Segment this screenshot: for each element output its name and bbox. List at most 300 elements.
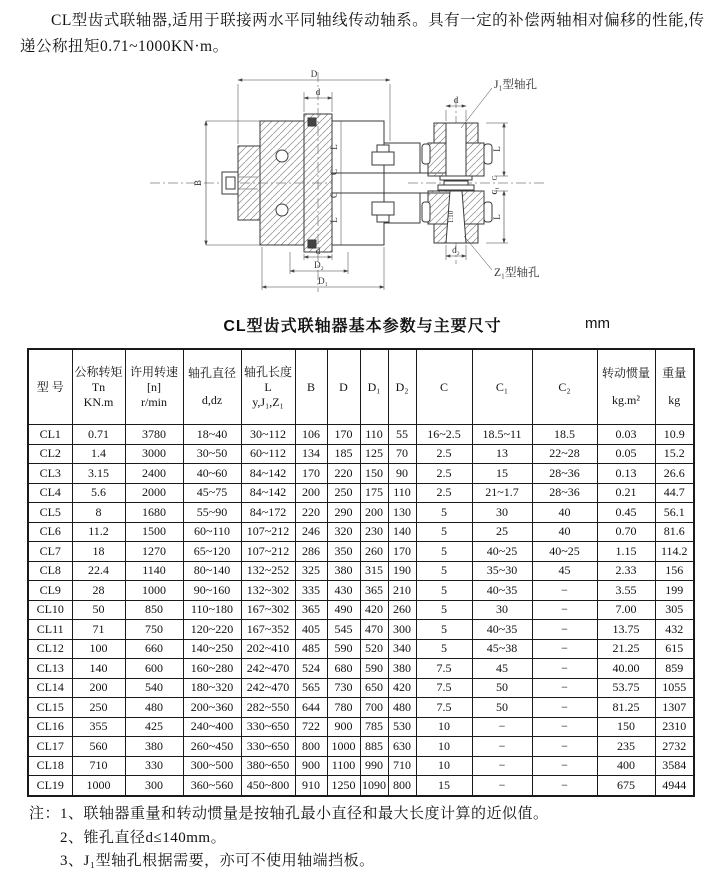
table-cell: 450~800 — [241, 776, 295, 796]
dim-label-d-top: d — [315, 87, 321, 97]
table-cell: 107~212 — [241, 542, 295, 562]
table-cell: 5.6 — [72, 483, 125, 503]
table-cell: 50 — [472, 698, 532, 718]
table-cell: 8 — [72, 503, 125, 523]
table-cell: 200 — [295, 483, 327, 503]
table-cell: 18.5~11 — [472, 425, 532, 445]
table-cell: CL8 — [28, 561, 72, 581]
col-torque: 公称转矩 Tn KN.m — [72, 349, 125, 425]
table-cell: 300 — [388, 620, 416, 640]
table-cell: 1.4 — [72, 444, 125, 464]
table-cell: 5 — [416, 503, 472, 523]
unit-label: mm — [585, 315, 610, 332]
table-cell: 0.21 — [597, 483, 655, 503]
col-speed: 许用转速 [n] r/min — [125, 349, 183, 425]
dim-label-C-right: C — [491, 175, 499, 181]
table-cell: − — [472, 776, 532, 796]
table-cell: 420 — [388, 678, 416, 698]
table-cell: 1500 — [125, 522, 183, 542]
table-cell: 520 — [360, 639, 388, 659]
table-cell: 320 — [327, 522, 360, 542]
table-cell: − — [532, 776, 597, 796]
table-cell: 680 — [327, 659, 360, 679]
note-item-3: 3、J₁型轴孔根据需要，亦可不使用轴端挡板。 — [60, 853, 375, 869]
table-row — [28, 483, 694, 503]
table-cell: 250 — [327, 483, 360, 503]
coupling-drawing — [0, 64, 725, 304]
table-cell: 5 — [416, 542, 472, 562]
table-cell: 110 — [388, 483, 416, 503]
table-cell: 1.15 — [597, 542, 655, 562]
table-cell: 7.00 — [597, 600, 655, 620]
table-row — [28, 561, 694, 581]
table-cell: 660 — [125, 639, 183, 659]
table-cell: 114.2 — [655, 542, 694, 562]
table-cell: 100 — [72, 639, 125, 659]
dim-label-d2: d₂ — [452, 245, 460, 255]
table-cell: 18~40 — [183, 425, 241, 445]
table-cell: 5 — [416, 639, 472, 659]
table-cell: CL9 — [28, 581, 72, 601]
table-cell: 524 — [295, 659, 327, 679]
table-cell: CL7 — [28, 542, 72, 562]
table-cell: 200 — [360, 503, 388, 523]
table-cell: 167~352 — [241, 620, 295, 640]
table-row — [28, 776, 694, 796]
table-cell: 3000 — [125, 444, 183, 464]
table-cell: 18 — [72, 542, 125, 562]
table-cell: 2.33 — [597, 561, 655, 581]
table-cell: 5 — [416, 581, 472, 601]
table-cell: 190 — [388, 561, 416, 581]
table-cell: 4944 — [655, 776, 694, 796]
notes — [29, 803, 549, 874]
table-cell: 156 — [655, 561, 694, 581]
note-prefix: 注： — [29, 806, 61, 822]
table-cell: 340 — [388, 639, 416, 659]
table-cell: 150 — [360, 464, 388, 484]
table-cell: 330~650 — [241, 717, 295, 737]
table-row — [28, 542, 694, 562]
table-cell: 200 — [72, 678, 125, 698]
table-cell: 10.9 — [655, 425, 694, 445]
table-cell: − — [472, 737, 532, 757]
table-row — [28, 698, 694, 718]
col-D: D — [327, 349, 360, 425]
table-row — [28, 659, 694, 679]
table-cell: 850 — [125, 600, 183, 620]
table-cell: CL1 — [28, 425, 72, 445]
table-cell: 710 — [388, 756, 416, 776]
table-cell: 45 — [532, 561, 597, 581]
table-cell: CL12 — [28, 639, 72, 659]
table-cell: CL10 — [28, 600, 72, 620]
table-cell: 13.75 — [597, 620, 655, 640]
table-cell: − — [532, 737, 597, 757]
table-cell: 40~25 — [532, 542, 597, 562]
table-cell: 2400 — [125, 464, 183, 484]
label-j1-bore: J₁型轴孔 — [494, 79, 537, 91]
table-cell: CL4 — [28, 483, 72, 503]
col-weight: 重量 kg — [655, 349, 694, 425]
table-title: CL型齿式联轴器基本参数与主要尺寸 — [223, 318, 502, 335]
parameters-table — [27, 348, 695, 797]
table-cell: 480 — [388, 698, 416, 718]
table-cell: 175 — [360, 483, 388, 503]
table-cell: 425 — [125, 717, 183, 737]
table-cell: 615 — [655, 639, 694, 659]
table-row — [28, 600, 694, 620]
table-cell: 56.1 — [655, 503, 694, 523]
dim-label-L-upper: L — [329, 144, 339, 150]
table-cell: 470 — [360, 620, 388, 640]
table-cell: 40~35 — [472, 620, 532, 640]
table-cell: 800 — [388, 776, 416, 796]
table-cell: 80~140 — [183, 561, 241, 581]
table-row — [28, 756, 694, 776]
col-D2: D₂ — [388, 349, 416, 425]
table-cell: 5 — [416, 561, 472, 581]
table-cell: 600 — [125, 659, 183, 679]
table-cell: − — [532, 639, 597, 659]
table-cell: 180~320 — [183, 678, 241, 698]
dim-label-C-lower: C — [329, 191, 339, 199]
table-cell: CL3 — [28, 464, 72, 484]
table-cell: 1000 — [72, 776, 125, 796]
table-cell: CL5 — [28, 503, 72, 523]
table-cell: 30~112 — [241, 425, 295, 445]
table-cell: 15 — [472, 464, 532, 484]
table-cell: 125 — [360, 444, 388, 464]
table-cell: 485 — [295, 639, 327, 659]
table-cell: 590 — [327, 639, 360, 659]
table-cell: 240~400 — [183, 717, 241, 737]
table-cell: 380 — [125, 737, 183, 757]
table-cell: 60~112 — [241, 444, 295, 464]
table-cell: 130 — [388, 503, 416, 523]
table-cell: 132~252 — [241, 561, 295, 581]
table-cell: 132~302 — [241, 581, 295, 601]
table-cell: 400 — [597, 756, 655, 776]
table-cell: 10 — [416, 756, 472, 776]
table-cell: 170 — [388, 542, 416, 562]
table-cell: 21~1.7 — [472, 483, 532, 503]
table-cell: 7.5 — [416, 698, 472, 718]
table-cell: 260~450 — [183, 737, 241, 757]
table-cell: 170 — [295, 464, 327, 484]
table-cell: 220 — [295, 503, 327, 523]
table-row — [28, 620, 694, 640]
table-cell: 560 — [72, 737, 125, 757]
table-cell: 160~280 — [183, 659, 241, 679]
table-cell: 50 — [472, 678, 532, 698]
table-cell: 2.5 — [416, 444, 472, 464]
table-cell: 22~28 — [532, 444, 597, 464]
table-cell: 1055 — [655, 678, 694, 698]
table-cell: 722 — [295, 717, 327, 737]
table-cell: 199 — [655, 581, 694, 601]
table-cell: 325 — [295, 561, 327, 581]
table-cell: 45 — [472, 659, 532, 679]
table-cell: 355 — [72, 717, 125, 737]
table-cell: CL17 — [28, 737, 72, 757]
table-cell: 1090 — [360, 776, 388, 796]
table-cell: 565 — [295, 678, 327, 698]
table-cell: 730 — [327, 678, 360, 698]
col-C: C — [416, 349, 472, 425]
table-cell: 55~90 — [183, 503, 241, 523]
table-cell: 490 — [327, 600, 360, 620]
table-cell: 134 — [295, 444, 327, 464]
table-cell: 1250 — [327, 776, 360, 796]
table-row — [28, 444, 694, 464]
table-row — [28, 639, 694, 659]
table-cell: 420 — [360, 600, 388, 620]
table-body — [28, 425, 694, 796]
table-cell: 11.2 — [72, 522, 125, 542]
table-cell: 644 — [295, 698, 327, 718]
table-cell: 84~142 — [241, 483, 295, 503]
table-cell: 650 — [360, 678, 388, 698]
table-cell: 1270 — [125, 542, 183, 562]
table-cell: 780 — [327, 698, 360, 718]
dim-label-L-right-lower: L — [492, 214, 502, 220]
table-cell: 1100 — [327, 756, 360, 776]
table-cell: 282~550 — [241, 698, 295, 718]
table-cell: 40~25 — [472, 542, 532, 562]
table-cell: 540 — [125, 678, 183, 698]
col-C2: C₂ — [532, 349, 597, 425]
dim-label-L-right-upper: L — [492, 146, 502, 152]
table-cell: 785 — [360, 717, 388, 737]
label-z1-bore: Z₁型轴孔 — [494, 267, 540, 279]
table-cell: 910 — [295, 776, 327, 796]
table-cell: 44.7 — [655, 483, 694, 503]
table-cell: 335 — [295, 581, 327, 601]
table-cell: 1307 — [655, 698, 694, 718]
table-cell: 3584 — [655, 756, 694, 776]
table-row — [28, 737, 694, 757]
table-cell: 900 — [327, 717, 360, 737]
table-cell: 167~302 — [241, 600, 295, 620]
table-cell: 290 — [327, 503, 360, 523]
intro-paragraph: CL型齿式联轴器,适用于联接两水平同轴线传动轴系。具有一定的补偿两轴相对偏移的性能,传递公称扭矩0.71~1000KN·m。 — [20, 12, 705, 55]
table-cell: 432 — [655, 620, 694, 640]
table-cell: 380~650 — [241, 756, 295, 776]
table-cell: 71 — [72, 620, 125, 640]
table-cell: 30 — [472, 503, 532, 523]
table-cell: 81.25 — [597, 698, 655, 718]
table-cell: 545 — [327, 620, 360, 640]
table-cell: 330~650 — [241, 737, 295, 757]
table-cell: 315 — [360, 561, 388, 581]
table-cell: 60~110 — [183, 522, 241, 542]
table-cell: 590 — [360, 659, 388, 679]
table-cell: 235 — [597, 737, 655, 757]
table-cell: 885 — [360, 737, 388, 757]
table-cell: 480 — [125, 698, 183, 718]
table-cell: 859 — [655, 659, 694, 679]
col-B: B — [295, 349, 327, 425]
table-cell: − — [472, 756, 532, 776]
table-cell: 16~2.5 — [416, 425, 472, 445]
table-cell: 10 — [416, 717, 472, 737]
table-cell: 286 — [295, 542, 327, 562]
table-cell: 25 — [472, 522, 532, 542]
taper-label: 1:10 — [447, 210, 455, 224]
table-cell: CL11 — [28, 620, 72, 640]
table-cell: − — [472, 717, 532, 737]
table-cell: 106 — [295, 425, 327, 445]
table-cell: 210 — [388, 581, 416, 601]
table-cell: 305 — [655, 600, 694, 620]
table-cell: 0.45 — [597, 503, 655, 523]
table-cell: CL15 — [28, 698, 72, 718]
table-cell: 246 — [295, 522, 327, 542]
table-cell: − — [532, 659, 597, 679]
table-cell: 0.13 — [597, 464, 655, 484]
dim-label-D1: D₁ — [318, 276, 328, 286]
table-cell: 3.55 — [597, 581, 655, 601]
dim-label-B: B — [193, 179, 203, 187]
table-cell: 900 — [295, 756, 327, 776]
table-cell: 2.5 — [416, 483, 472, 503]
table-cell: − — [532, 717, 597, 737]
table-cell: 0.71 — [72, 425, 125, 445]
table-cell: 330 — [125, 756, 183, 776]
table-cell: 120~220 — [183, 620, 241, 640]
table-cell: 1140 — [125, 561, 183, 581]
table-cell: 800 — [295, 737, 327, 757]
table-cell: 28~36 — [532, 483, 597, 503]
table-cell: 26.6 — [655, 464, 694, 484]
dim-label-C1-right: C₁ — [491, 187, 499, 195]
table-cell: − — [532, 678, 597, 698]
table-cell: 150 — [597, 717, 655, 737]
dim-label-d-bottom: d — [315, 246, 321, 256]
table-row — [28, 522, 694, 542]
table-cell: 84~172 — [241, 503, 295, 523]
table-cell: 28 — [72, 581, 125, 601]
table-cell: 1000 — [125, 581, 183, 601]
table-row — [28, 678, 694, 698]
table-cell: CL14 — [28, 678, 72, 698]
table-cell: 2.5 — [416, 464, 472, 484]
table-cell: 990 — [360, 756, 388, 776]
table-cell: 0.70 — [597, 522, 655, 542]
table-cell: 3780 — [125, 425, 183, 445]
table-cell: 300 — [125, 776, 183, 796]
table-cell: 53.75 — [597, 678, 655, 698]
table-cell: 750 — [125, 620, 183, 640]
table-cell: 10 — [416, 737, 472, 757]
table-cell: 405 — [295, 620, 327, 640]
table-cell: 28~36 — [532, 464, 597, 484]
table-cell: 380 — [388, 659, 416, 679]
table-cell: 15.2 — [655, 444, 694, 464]
table-cell: 700 — [360, 698, 388, 718]
table-cell: 45~38 — [472, 639, 532, 659]
table-cell: − — [532, 600, 597, 620]
table-cell: 45~75 — [183, 483, 241, 503]
table-cell: 40~35 — [472, 581, 532, 601]
col-inertia: 转动惯量 kg.m² — [597, 349, 655, 425]
table-cell: 710 — [72, 756, 125, 776]
table-cell: − — [532, 581, 597, 601]
table-cell: 260 — [360, 542, 388, 562]
table-cell: 250 — [72, 698, 125, 718]
table-cell: − — [532, 620, 597, 640]
col-C1: C₁ — [472, 349, 532, 425]
table-cell: 18.5 — [532, 425, 597, 445]
table-cell: 40~60 — [183, 464, 241, 484]
table-cell: − — [532, 698, 597, 718]
dim-label-L-lower: L — [329, 217, 339, 223]
table-row — [28, 503, 694, 523]
table-cell: 170 — [327, 425, 360, 445]
table-cell: 30~50 — [183, 444, 241, 464]
table-cell: 40.00 — [597, 659, 655, 679]
table-cell: 90 — [388, 464, 416, 484]
table-cell: 430 — [327, 581, 360, 601]
table-cell: 84~142 — [241, 464, 295, 484]
table-cell: 40 — [532, 522, 597, 542]
table-cell: 1000 — [327, 737, 360, 757]
table-cell: 2000 — [125, 483, 183, 503]
table-cell: − — [532, 756, 597, 776]
table-cell: 350 — [327, 542, 360, 562]
table-cell: 0.05 — [597, 444, 655, 464]
col-bore-length: 轴孔长度 L y,J₁,Z₁ — [241, 349, 295, 425]
table-cell: CL6 — [28, 522, 72, 542]
col-model: 型 号 — [28, 349, 72, 425]
table-cell: 3.15 — [72, 464, 125, 484]
table-cell: 7.5 — [416, 678, 472, 698]
table-cell: 140~250 — [183, 639, 241, 659]
note-line-1 — [29, 803, 549, 827]
table-cell: 675 — [597, 776, 655, 796]
table-cell: 90~160 — [183, 581, 241, 601]
table-row — [28, 425, 694, 445]
table-cell: 40 — [532, 503, 597, 523]
table-cell: CL13 — [28, 659, 72, 679]
table-cell: 2732 — [655, 737, 694, 757]
table-cell: 21.25 — [597, 639, 655, 659]
table-cell: 5 — [416, 522, 472, 542]
col-D1: D₁ — [360, 349, 388, 425]
table-cell: 107~212 — [241, 522, 295, 542]
table-cell: 260 — [388, 600, 416, 620]
table-cell: 15 — [416, 776, 472, 796]
table-row — [28, 581, 694, 601]
table-cell: 70 — [388, 444, 416, 464]
table-cell: 2310 — [655, 717, 694, 737]
table-cell: 22.4 — [72, 561, 125, 581]
table-cell: 140 — [72, 659, 125, 679]
table-cell: 630 — [388, 737, 416, 757]
table-cell: 55 — [388, 425, 416, 445]
table-cell: CL16 — [28, 717, 72, 737]
table-cell: 110 — [360, 425, 388, 445]
table-cell: 365 — [360, 581, 388, 601]
table-cell: 0.03 — [597, 425, 655, 445]
table-cell: 30 — [472, 600, 532, 620]
table-cell: 242~470 — [241, 659, 295, 679]
table-cell: 13 — [472, 444, 532, 464]
table-cell: 185 — [327, 444, 360, 464]
table-cell: 202~410 — [241, 639, 295, 659]
dim-label-d-right: d — [453, 95, 459, 105]
